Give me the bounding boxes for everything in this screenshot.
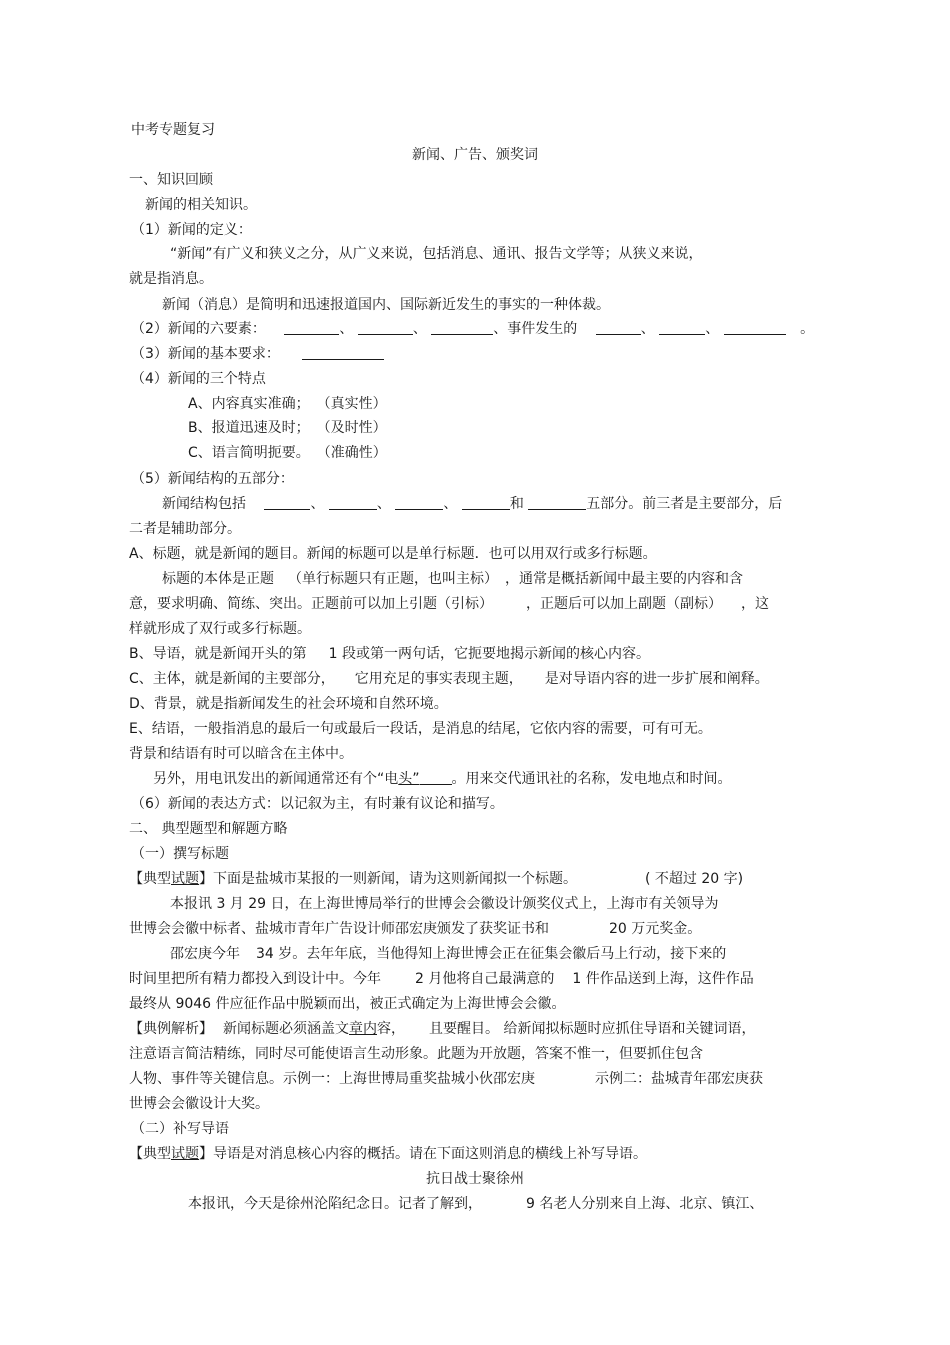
part-c-line [129, 670, 769, 688]
underlined-term: 章内 [349, 1021, 377, 1037]
text: 邵宏庚今年 [170, 946, 240, 962]
separator: 、 [412, 321, 427, 337]
feature-c-text: C、语言简明扼要。 [188, 445, 310, 461]
part-b-line [129, 645, 650, 663]
example-1-line [129, 870, 743, 888]
text: ，通常是概括新闻中最主要的内容和含 [505, 571, 743, 587]
word-limit: ( 不超过 20 字) [645, 871, 744, 887]
answer-blank[interactable] [420, 770, 452, 785]
answer-blank[interactable] [395, 495, 443, 510]
six-elements-period: 。 [800, 321, 815, 337]
answer-blank[interactable] [302, 345, 384, 360]
feature-c [188, 444, 387, 462]
definition-line-1: “新闻”有广义和狭义之分，从广义来说，包括消息、通讯、报告文学等；从狭义来说， [170, 246, 703, 262]
text: 意，要求明确、简练、突出。正题前可以加上引题（引标） [129, 596, 486, 612]
text: 另外，用电讯发出的新闻通常还有个“电 [153, 771, 399, 787]
part-a-line-3 [129, 595, 769, 613]
answer-blank[interactable] [358, 320, 413, 335]
header-label: 中考专题复习 [131, 122, 215, 138]
feature-a [188, 395, 387, 413]
part-a-line-4: 样就形成了双行或多行标题。 [129, 621, 311, 637]
news-line-1: 本报讯 3 月 29 日，在上海世博局举行的世博会会徽设计颁奖仪式上，上海市有关领导为 [170, 896, 719, 912]
structure-line-2: 二者是辅助部分。 [129, 521, 241, 537]
part-d-line: D、背景，就是指新闻发生的社会环境和自然环境。 [129, 696, 448, 712]
six-elements-mid: 、事件发生的 [493, 321, 578, 337]
news-line-3 [170, 945, 726, 963]
analysis-line-1 [129, 1020, 755, 1038]
doc-title: 新闻、广告、颁奖词 [412, 147, 538, 163]
separator: 、 [640, 321, 655, 337]
text: 人物、事件等关键信息。示例一：上海世博局重奖盐城小伙邵宏庚 [129, 1071, 535, 1087]
subsection-1-heading: （一）撰写标题 [131, 846, 229, 862]
telegraph-line [153, 770, 732, 788]
definition-line-3: 新闻（消息）是简明和迅速报道国内、国际新近发生的事实的一种体裁。 [162, 297, 610, 313]
answer-blank[interactable] [528, 495, 586, 510]
feature-b-text: B、报道迅速及时； [188, 420, 310, 436]
structure-intro: 新闻结构包括 [162, 496, 246, 512]
part-a-line-2 [162, 570, 743, 588]
feature-a-text: A、内容真实准确； [188, 396, 310, 412]
text: 世博会会徽中标者、盐城市青年广告设计师邵宏庚颁发了获奖证书和 [129, 921, 549, 937]
label: 【典例解析】 [129, 1021, 213, 1037]
text: 它用充足的事实表现主题， [354, 671, 523, 687]
item-1-heading: （1）新闻的定义： [131, 222, 252, 238]
text: 新闻标题必须涵盖文 [223, 1021, 349, 1037]
text: 34 岁。去年年底，当他得知上海世博会正在征集会徽后马上行动，接下来的 [256, 946, 727, 962]
definition-line-2: 就是指消息。 [129, 271, 213, 287]
item-2-heading: （2）新闻的六要素： [131, 321, 266, 337]
separator: 、 [339, 321, 354, 337]
basic-requirement-line [131, 345, 384, 363]
structure-line [162, 495, 782, 513]
text: 本报讯，今天是徐州沦陷纪念日。记者了解到， [188, 1196, 482, 1212]
news-line-2 [129, 920, 701, 938]
analysis-line-2: 注意语言简洁精练，同时尽可能使语言生动形象。此题为开放题，答案不惟一，但要抓住包含 [129, 1046, 703, 1062]
label: 】 [199, 1146, 213, 1162]
separator: 、 [310, 496, 325, 512]
text: 导语是对消息核心内容的概括。请在下面这则消息的横线上补写导语。 [213, 1146, 647, 1162]
text: ，正题后可以加上副题（副标） [526, 596, 715, 612]
item-3-heading: （3）新闻的基本要求： [131, 346, 280, 362]
feature-b [188, 419, 387, 437]
text: 且要醒目。 给新闻拟标题时应抓住导语和关键词语， [429, 1021, 756, 1037]
answer-blank[interactable] [462, 495, 510, 510]
example-2-line [129, 1145, 647, 1163]
answer-blank[interactable] [724, 320, 786, 335]
text: 示例二：盐城青年邵宏庚获 [595, 1071, 763, 1087]
news-line-4 [129, 970, 754, 988]
text: 时间里把所有精力都投入到设计中。今年 [129, 971, 381, 987]
intro-line: 新闻的相关知识。 [145, 197, 257, 213]
item-4-heading: （4）新闻的三个特点 [131, 371, 266, 387]
text: 20 万元奖金。 [609, 921, 702, 937]
text: B、导语，就是新闻开头的第 [129, 646, 307, 662]
label: 【典型 [129, 1146, 171, 1162]
structure-end: 五部分。前三者是主要部分，后 [586, 496, 783, 512]
news-line-5: 最终从 9046 件应征作品中脱颖而出，被正式确定为上海世博会会徽。 [129, 996, 566, 1012]
text: 是对导语内容的进一步扩展和阐释。 [544, 671, 769, 687]
text: （单行标题只有正题，也叫主标） [288, 571, 491, 587]
text: 1 件作品送到上海，这件作品 [572, 971, 754, 987]
item-6-line: （6）新闻的表达方式：以记叙为主，有时兼有议论和描写。 [131, 796, 504, 812]
six-elements-line [131, 320, 814, 338]
text: ，这 [741, 596, 769, 612]
feature-c-tag: （准确性） [323, 445, 387, 461]
separator: 、 [376, 496, 391, 512]
separator: 、 [443, 496, 458, 512]
item-5-heading: （5）新闻结构的五部分： [131, 471, 294, 487]
text: C、主体，就是新闻的主要部分， [129, 671, 335, 687]
part-f-line: 背景和结语有时可以暗含在主体中。 [129, 746, 353, 762]
label-underlined: 试题 [171, 1146, 199, 1162]
structure-and: 和 [509, 496, 524, 512]
text: 2 月他将自己最满意的 [415, 971, 555, 987]
label-underlined: 试题 [171, 871, 199, 887]
news-headline: 抗日战士聚徐州 [426, 1171, 524, 1187]
part-a-line: A、标题，就是新闻的题目。新闻的标题可以是单行标题．也可以用双行或多行标题。 [129, 546, 657, 562]
section-2-heading: 二、 典型题型和解题方略 [129, 821, 288, 837]
feature-b-tag: （及时性） [323, 420, 387, 436]
answer-blank[interactable] [431, 320, 493, 335]
analysis-line-3 [129, 1070, 763, 1088]
label: 【典型 [129, 871, 171, 887]
answer-blank[interactable] [264, 495, 310, 510]
label: 】 [199, 871, 213, 887]
text: 1 段或第一两句话，它扼要地揭示新闻的核心内容。 [328, 646, 650, 662]
feature-a-tag: （真实性） [323, 396, 387, 412]
answer-blank[interactable] [329, 495, 377, 510]
answer-blank[interactable] [596, 320, 641, 335]
text: 下面是盐城市某报的一则新闻，请为这则新闻拟一个标题。 [213, 871, 577, 887]
text: 标题的本体是正题 [162, 571, 274, 587]
answer-blank[interactable] [284, 320, 339, 335]
section-1-heading: 一、知识回顾 [129, 172, 213, 188]
analysis-line-4: 世博会会徽设计大奖。 [129, 1096, 269, 1112]
underlined-term: 头” [398, 771, 420, 787]
separator: 、 [705, 321, 720, 337]
news-lead-line [188, 1195, 763, 1213]
subsection-2-heading: （二）补写导语 [131, 1121, 229, 1137]
part-e-line: E、结语，一般指消息的最后一句或最后一段话，是消息的结尾，它依内容的需要，可有可无。 [129, 721, 712, 737]
answer-blank[interactable] [659, 320, 705, 335]
text: 9 名老人分别来自上海、北京、镇江、 [526, 1196, 764, 1212]
text: 容， [377, 1021, 405, 1037]
text: 。用来交代通讯社的名称，发电地点和时间。 [451, 771, 732, 787]
